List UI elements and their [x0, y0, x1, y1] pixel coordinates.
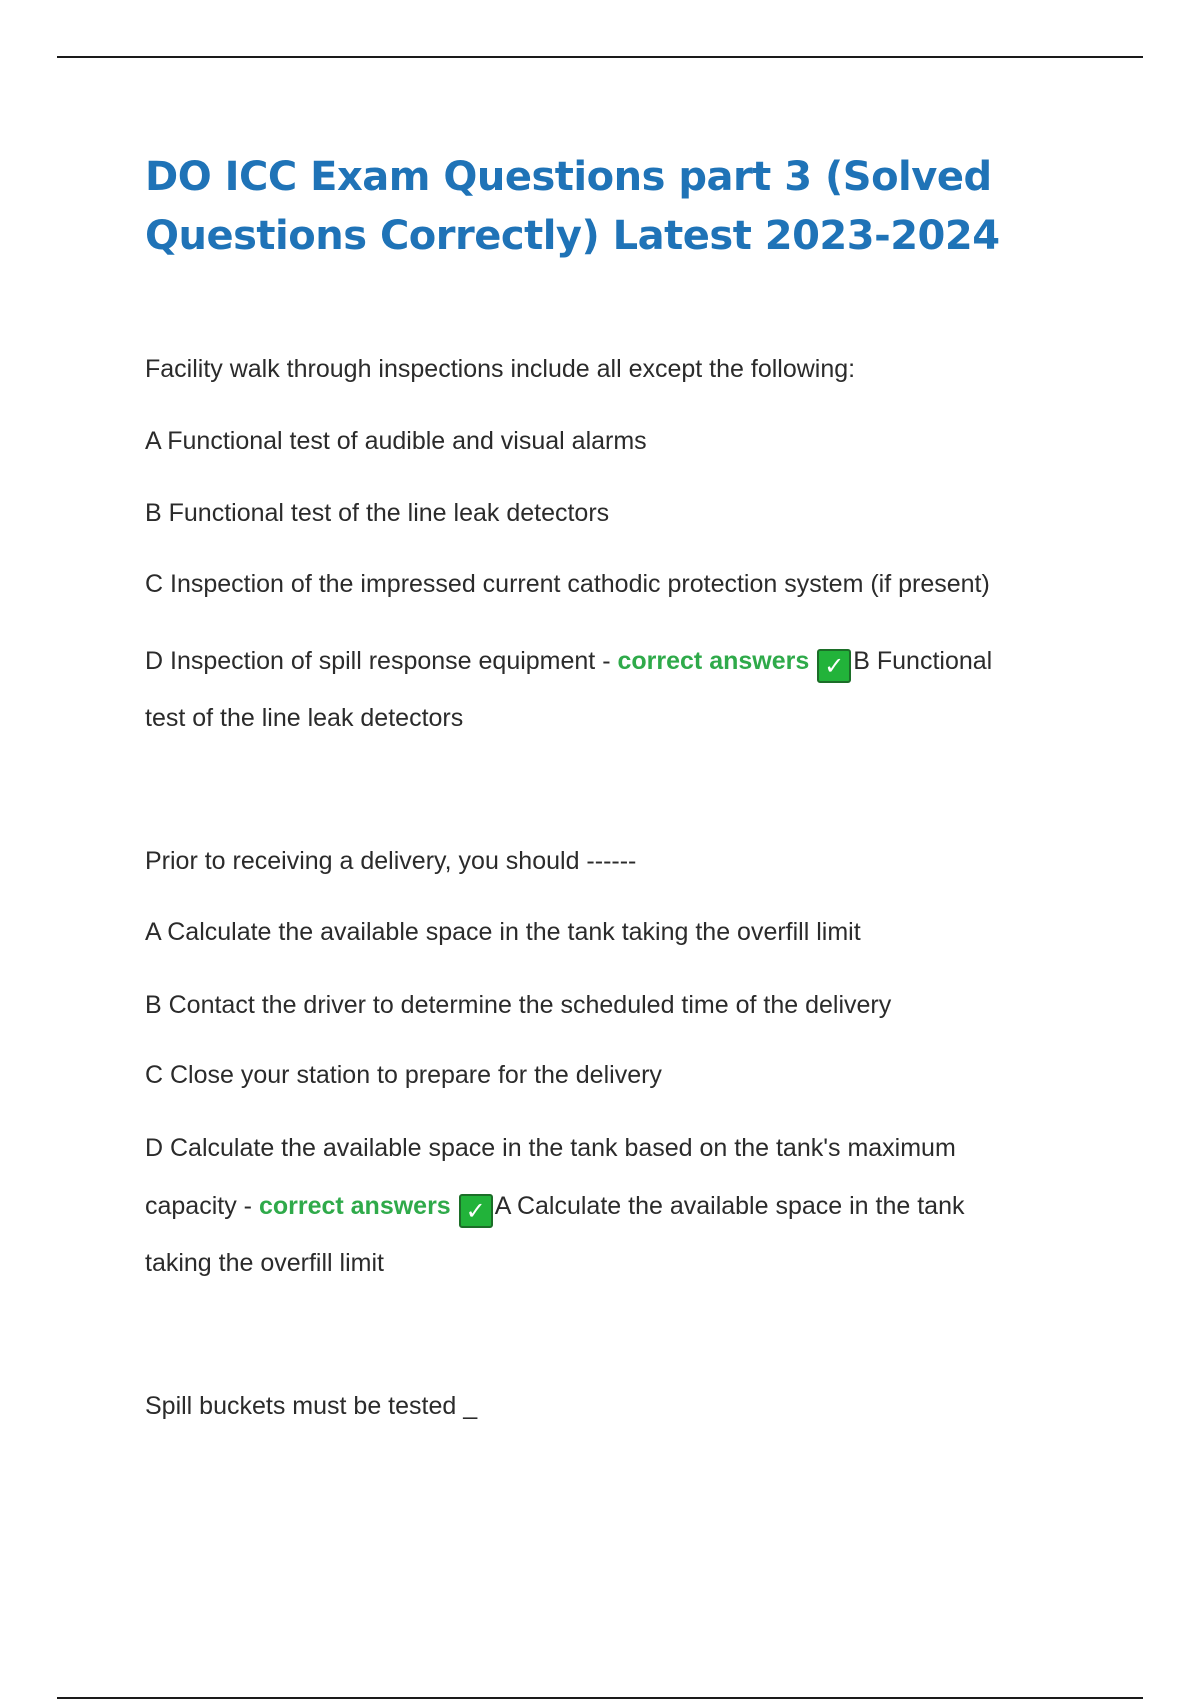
question-2-option-d-text: capacity -	[145, 1192, 259, 1220]
question-2-option-a: A Calculate the available space in the tank taking the overfill limit	[145, 918, 861, 946]
question-1-answer-continued: test of the line leak detectors	[145, 704, 464, 732]
correct-answers-label: correct answers	[258, 1192, 451, 1220]
header-rule	[57, 56, 1143, 58]
question-2-answer-continued: taking the overfill limit	[145, 1249, 384, 1277]
question-1-option-d	[145, 644, 992, 683]
question-1-option-a: A Functional test of audible and visual alarms	[145, 427, 647, 455]
question-1-option-b: B Functional test of the line leak detectors	[145, 499, 610, 527]
question-2-option-b: B Contact the driver to determine the scheduled time of the delivery	[145, 991, 892, 1019]
question-2-option-c: C Close your station to prepare for the delivery	[145, 1061, 662, 1089]
document-title: DO ICC Exam Questions part 3 (Solved Questions Correctly) Latest 2023-2024	[145, 154, 1000, 259]
question-1-option-d-text: D Inspection of spill response equipment -	[145, 647, 618, 675]
question-2-option-d: D Calculate the available space in the tank based on the tank's maximum	[145, 1134, 956, 1162]
question-1-option-c: C Inspection of the impressed current cathodic protection system (if present)	[145, 570, 990, 598]
question-2-prompt: Prior to receiving a delivery, you should ------	[145, 847, 637, 875]
question-3-prompt: Spill buckets must be tested _	[145, 1392, 478, 1420]
question-2-answer: A Calculate the available space in the tank	[494, 1192, 965, 1220]
check-mark-icon: ✓	[459, 1194, 493, 1228]
question-2-option-d-continued	[145, 1189, 964, 1228]
check-mark-icon: ✓	[817, 649, 851, 683]
question-1-answer: B Functional	[853, 647, 993, 675]
question-1-prompt: Facility walk through inspections include all except the following:	[145, 355, 856, 383]
correct-answers-label: correct answers	[617, 647, 810, 675]
footer-rule	[57, 1697, 1143, 1699]
